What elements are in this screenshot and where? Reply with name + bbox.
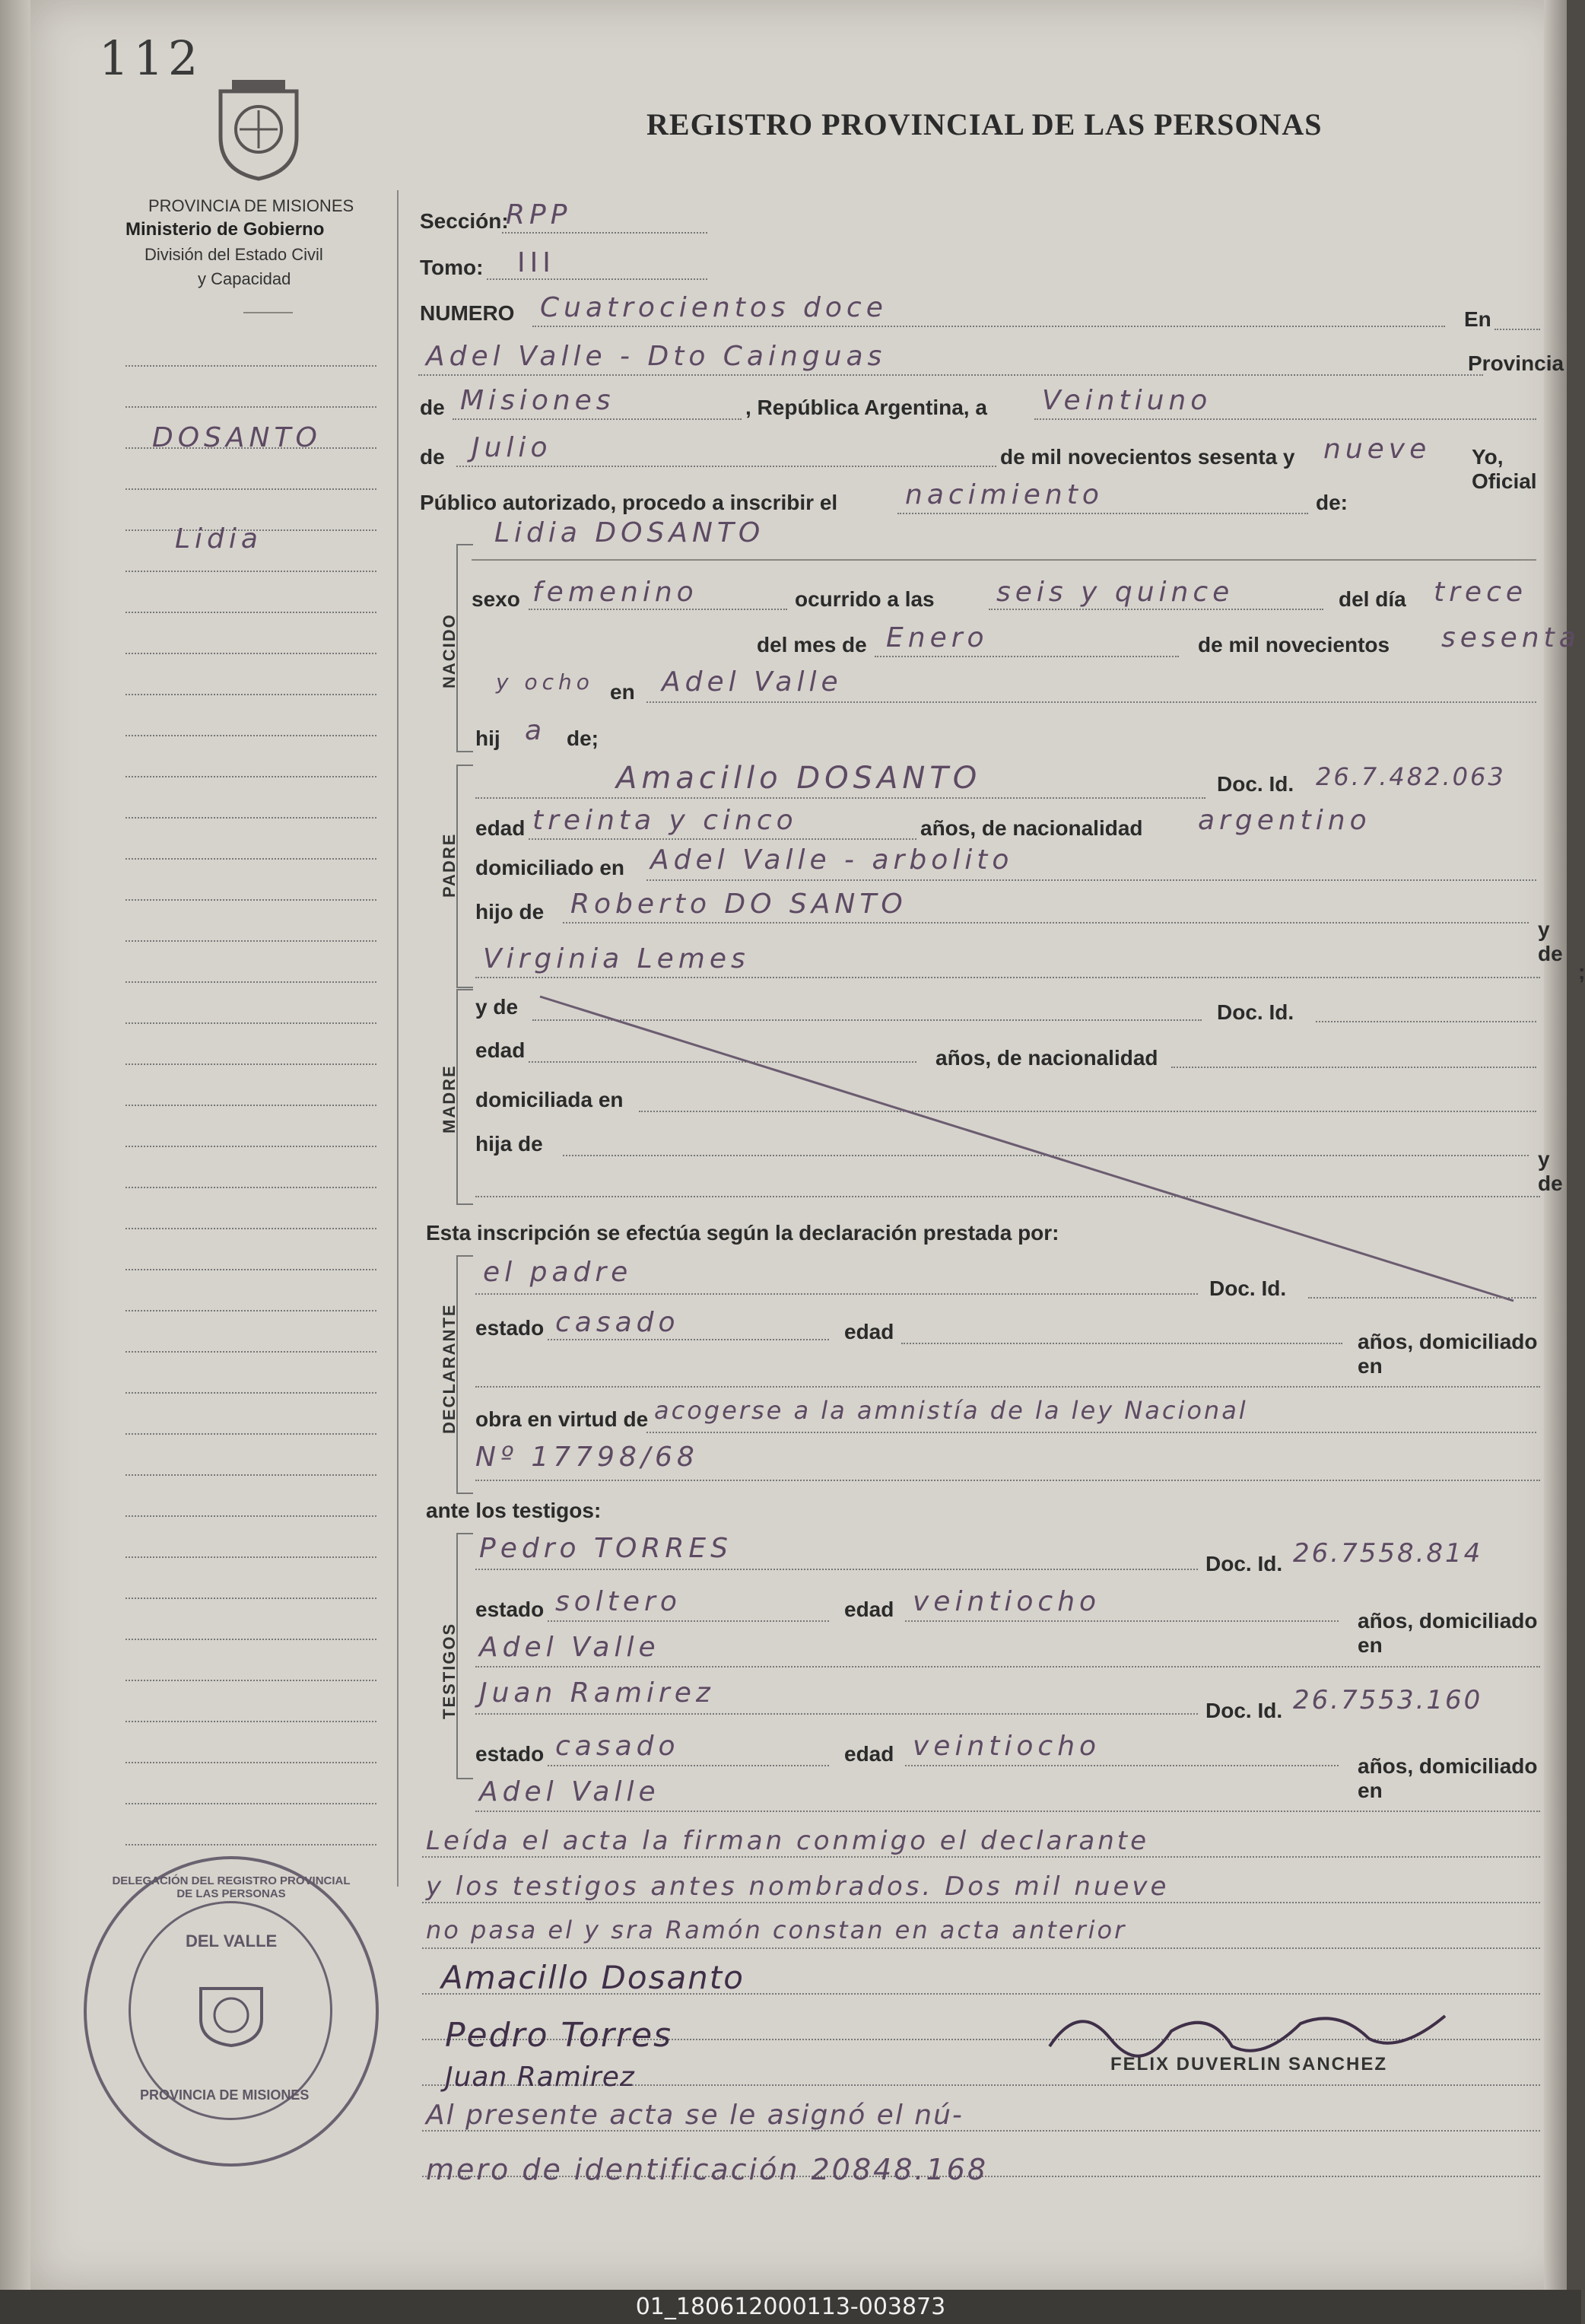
mes-line [875,656,1179,657]
madre-section-label: MADRE [440,1064,459,1133]
mes-value: Enero [886,622,989,653]
numero-label: NUMERO [420,301,515,325]
place-line [418,374,1483,376]
oficial-label: Yo, Oficial [1472,445,1537,493]
margin-surname: DOSANTO [152,422,322,453]
year-label: de mil novecientos sesenta y [1000,445,1295,469]
en-label: En [1464,307,1491,331]
margin-rule [125,1228,376,1229]
stamp-bottom-text: PROVINCIA DE MISIONES [140,2087,310,2103]
official-stamp [84,1856,379,2167]
declarante-name-line [475,1293,1198,1295]
margin-rule [125,858,376,860]
province-line [453,418,742,420]
declarante-edad-label: edad [844,1320,894,1343]
testigo2-name-line [475,1713,1198,1715]
sexo-line [529,609,787,610]
margin-rule [125,940,376,942]
margin-rule [125,1515,376,1517]
closing-line-3: no pasa el y sra Ramón constan en acta anterior [426,1915,1127,1944]
stamp-emblem-icon [193,1973,269,2049]
anio-value: sesenta [1441,622,1580,653]
padre-edad-line [529,838,916,840]
ley-value: Nº 17798/68 [475,1442,699,1473]
hora-value: seis y quince [996,577,1234,608]
madre-strike-line [532,989,1521,1308]
testigo1-edad-label: edad [844,1598,894,1621]
margin-rule [125,1063,376,1065]
padre-name-line [475,797,1205,799]
day-value: Veintiuno [1042,385,1212,416]
signature-declarante: Amacillo Dosanto [441,1959,745,1996]
declarante-edad-line [901,1343,1342,1344]
margin-rule [125,1474,376,1476]
testigo2-edad-label: edad [844,1742,894,1766]
closing-note-1: Al presente acta se le asignó el nú- [426,2100,964,2131]
margin-rule [125,694,376,695]
nacido-section-label: NACIDO [440,613,459,688]
closing-line-1: Leída el acta la firman conmigo el declarante [426,1826,1150,1856]
column-separator [397,190,399,1887]
testigo2-estado-value: casado [555,1731,680,1762]
padre-madre-line [475,977,1540,978]
declarante-doc-label: Doc. Id. [1209,1276,1287,1300]
sexo-value: femenino [532,577,698,608]
madre-hija-label: hija de [475,1132,543,1156]
hora-line [989,609,1323,610]
padre-dom-value: Adel Valle - arbolito [650,844,1014,876]
margin-rule [125,365,376,367]
coat-of-arms-icon [213,76,304,183]
padre-dom-label: domiciliado en [475,856,625,879]
book-spine [0,0,30,2290]
testigo2-edad-line [905,1765,1339,1766]
madre-edad-label: edad [475,1038,526,1062]
testigo1-edad-line [905,1620,1339,1622]
padre-madre-value: Virginia Lemes [483,943,750,974]
header-divider [243,312,293,313]
madre-doc-label: Doc. Id. [1217,1000,1294,1024]
padre-section-label: PADRE [440,832,459,898]
del-dia-label: del día [1339,587,1406,611]
margin-rule [125,1556,376,1558]
closing-line-2: y los testigos antes nombrados. Dos mil nueve [426,1871,1170,1902]
testigos-intro: ante los testigos: [426,1499,602,1522]
margin-rule [125,571,376,572]
closing-rule [422,1902,1540,1903]
seccion-value: RPP [506,199,572,230]
testigo2-estado-label: estado [475,1742,545,1766]
stamp-text: DELEGACIÓN DEL REGISTRO PROVINCIAL DE LAS PERSONAS [112,1874,351,1900]
testigo2-estado-line [548,1765,829,1766]
nacido-name: Lidia DOSANTO [494,517,765,548]
testigo1-doc-label: Doc. Id. [1205,1552,1283,1575]
closing-rule [422,1856,1540,1858]
declarante-section-label: DECLARANTE [440,1303,459,1434]
testigo1-estado-label: estado [475,1598,545,1621]
ocurrido-label: ocurrido a las [795,587,935,611]
padre-semicolon: ; [1578,960,1585,984]
acto-line [897,513,1308,514]
nacido-en-label: en [610,680,635,704]
ley-line [475,1480,1540,1481]
signature-testigo-1: Pedro Torres [445,2016,673,2055]
sexo-label: sexo [472,587,520,611]
margin-rule [125,1146,376,1147]
obra-label: obra en virtud de [475,1407,649,1431]
acto-value: nacimiento [905,479,1104,510]
testigo1-dom-line [475,1666,1540,1667]
testigo1-estado-line [548,1620,829,1622]
mes-label: del mes de [757,633,867,657]
madre-yde-label: y de [475,995,519,1019]
year-value: nueve [1323,434,1431,465]
province-label: PROVINCIA DE MISIONES [148,196,354,215]
testigo2-dom-line [475,1811,1540,1812]
declarante-estado-value: casado [555,1307,680,1338]
page-number: 112 [99,30,203,86]
nacido-name-line [472,559,1536,561]
declarante-doc-line [1308,1297,1536,1299]
margin-rule [125,1762,376,1763]
declarante-intro: Esta inscripción se efectúa según la declaración prestada por: [426,1221,1059,1245]
publico-label: Público autorizado, procedo a inscribir el [420,491,838,514]
tomo-value: III [517,247,555,278]
margin-rule [125,1598,376,1599]
division-label: División del Estado Civil [145,245,323,264]
margin-rule [125,1844,376,1846]
margin-rule [125,1310,376,1311]
margin-rule [125,817,376,819]
testigo1-doc-value: 26.7558.814 [1293,1538,1483,1569]
closing-note-2: mero de identificación 20848.168 [426,2153,988,2186]
province-value: Misiones [460,385,615,416]
tomo-line [487,278,707,280]
padre-hijo-label: hijo de [475,900,545,924]
padre-yde-label: y de [1538,917,1563,965]
madre-dom-label: domiciliada en [475,1088,624,1111]
padre-nac-value: argentino [1198,805,1371,836]
image-id-footer: 01_180612000113-003873 [0,2290,1581,2324]
margin-rule [125,406,376,408]
padre-hijo-value: Roberto DO SANTO [570,889,907,920]
margin-rule [125,735,376,736]
testigo1-name-line [475,1569,1198,1570]
dia-value: trece [1434,577,1528,608]
testigo1-estado-value: soltero [555,1586,681,1617]
day-line [1034,418,1536,420]
padre-doc-value: 26.7.482.063 [1316,762,1506,791]
lugar-line [646,701,1536,703]
margin-rule [125,981,376,983]
padre-dom-line [646,879,1536,881]
page-title: REGISTRO PROVINCIAL DE LAS PERSONAS [646,107,1323,141]
declarante-estado-line [548,1339,829,1340]
document-page [30,0,1585,2290]
declarante-name: el padre [483,1257,633,1288]
testigo1-dom-value: Adel Valle [479,1632,660,1663]
testigo2-name: Juan Ramirez [479,1677,715,1709]
margin-rule [125,1721,376,1722]
seccion-line [502,232,707,234]
obra-value: acogerse a la amnistía de la ley Nacional [654,1396,1248,1425]
obra-line [646,1432,1536,1433]
anio-label: de mil novecientos [1198,633,1390,657]
month-line [456,466,996,467]
margin-rule [125,1433,376,1435]
declarante-dom-line [475,1386,1540,1388]
testigo2-doc-value: 26.7553.160 [1293,1685,1483,1715]
hij-label: hij [475,726,500,750]
stamp-city: DEL VALLE [186,1931,278,1950]
padre-edad-value: treinta y cinco [532,805,798,836]
declarante-estado-label: estado [475,1316,545,1340]
margin-rule [125,1351,376,1353]
margin-rule [125,1392,376,1394]
signature-testigo-2: Juan Ramirez [445,2062,635,2093]
hij-value: a [525,715,547,746]
testigo2-edad-value: veintiocho [913,1731,1101,1762]
division-label-2: y Capacidad [198,269,291,288]
ministry-label: Ministerio de Gobierno [125,219,325,240]
de3-label: de: [1316,491,1348,514]
numero-line [532,326,1445,327]
margin-rule [125,1680,376,1681]
testigos-section-label: TESTIGOS [440,1622,459,1719]
padre-hijo-line [563,922,1529,924]
margin-rule [125,653,376,654]
republica-label: , República Argentina, a [745,396,987,419]
madre-yde2-label: y de [1538,1147,1563,1195]
margin-rule [125,1269,376,1270]
anio2-value: y ocho [496,669,594,695]
official-signature-icon [1034,1993,1460,2077]
testigo1-name: Pedro TORRES [479,1533,732,1564]
tomo-label: Tomo: [420,256,484,279]
padre-doc-label: Doc. Id. [1217,772,1294,796]
seccion-label: Sección: [420,209,509,233]
margin-rule [125,899,376,901]
page-edge [1544,0,1567,2290]
de2-label: de [420,445,445,469]
padre-nac-label: años, de nacionalidad [920,816,1143,840]
margin-name: Lidia [175,523,262,555]
margin-rule [125,612,376,613]
declarante-anios-label: años, domiciliado en [1358,1330,1538,1378]
month-value: Julio [472,432,552,463]
margin-rule [125,1803,376,1804]
margin-rule [125,1022,376,1024]
margin-rule [125,1105,376,1106]
place-value: Adel Valle - Dto Cainguas [426,341,887,372]
padre-edad-label: edad [475,816,526,840]
provincia-label: Provincia [1468,351,1564,375]
testigo1-edad-value: veintiocho [913,1586,1101,1617]
numero-value: Cuatrocientos doce [540,292,888,323]
official-name: FELIX DUVERLIN SANCHEZ [1110,2054,1388,2074]
margin-rule [125,1639,376,1640]
margin-rule [125,1187,376,1188]
madre-nac-label: años, de nacionalidad [935,1046,1158,1070]
testigo2-dom-value: Adel Valle [479,1776,660,1807]
testigo2-anios-label: años, domiciliado en [1358,1754,1538,1802]
closing-rule [422,1947,1540,1949]
en-line [1494,329,1540,330]
testigo2-doc-label: Doc. Id. [1205,1699,1283,1722]
margin-rule [125,488,376,490]
padre-name: Amacillo DOSANTO [616,761,982,796]
margin-rule [125,776,376,777]
de-label: de [420,396,445,419]
hij-de-label: de; [567,726,599,750]
testigo1-anios-label: años, domiciliado en [1358,1609,1538,1657]
lugar-value: Adel Valle [662,666,843,698]
